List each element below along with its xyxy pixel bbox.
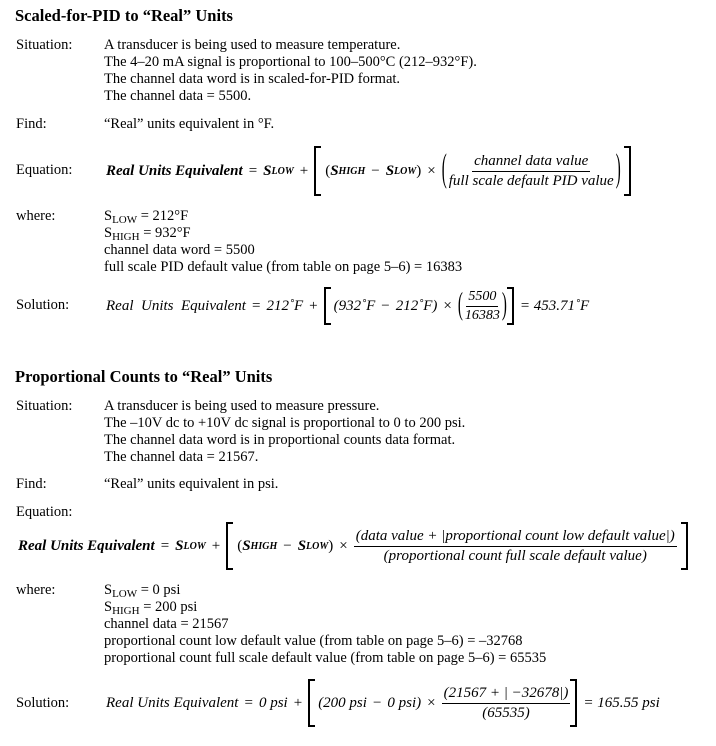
- situation-line: The channel data = 21567.: [104, 449, 259, 465]
- equation-label: Equation:: [16, 162, 73, 178]
- left-bracket: [308, 679, 315, 727]
- s-low-sub: LOW: [271, 165, 294, 177]
- s-low-var: S: [297, 537, 307, 554]
- where-item: [104, 208, 462, 225]
- where-item: channel data = 21567: [104, 616, 229, 632]
- find-text: “Real” units equivalent in °F.: [104, 116, 275, 132]
- where-label: where:: [16, 208, 56, 224]
- solution-shigh-term: (932˚F: [333, 297, 376, 314]
- left-paren: (: [457, 288, 463, 322]
- situation-label: Situation:: [16, 37, 73, 53]
- where-item: proportional count full scale default value (from table on page 5–6) = 65535: [104, 650, 547, 666]
- right-paren: ): [501, 288, 507, 322]
- solution-result: = 453.71˚F: [519, 297, 590, 314]
- solution-lhs: Real Units Equivalent: [106, 297, 246, 314]
- fraction-numerator: (data value + |proportional count low default value|): [354, 528, 677, 547]
- solution-formula: [106, 286, 589, 326]
- find-text: “Real” units equivalent in psi.: [104, 476, 279, 492]
- equals-sign: =: [251, 297, 261, 314]
- right-bracket: [681, 522, 688, 570]
- where-item: [104, 582, 546, 599]
- var-sub: LOW: [112, 588, 138, 600]
- var-value: = 212°F: [137, 208, 189, 224]
- var-s: S: [104, 599, 113, 615]
- plus-sign: +: [293, 694, 303, 711]
- s-low-sub: LOW: [183, 540, 206, 552]
- equation-formula: Real Units Equivalent = S LOW + ( S HIGH − S LOW ) × $\frac{\text{(data value + |proportional count low default value|)}}{\text{(proportional count full scale default value)}}$: [18, 522, 688, 570]
- s-high-sub: HIGH: [250, 540, 278, 552]
- times-sign: ×: [427, 694, 436, 711]
- fraction: [447, 153, 616, 190]
- right-paren: ): [615, 148, 621, 191]
- solution-fraction: [463, 289, 502, 324]
- situation-line: A transducer is being used to measure pressure.: [104, 398, 380, 414]
- s-low-var: S: [175, 537, 184, 554]
- s-high-var: S: [242, 537, 251, 554]
- where-item: full scale PID default value (from table on page 5–6) = 16383: [104, 259, 463, 275]
- left-bracket: [314, 146, 321, 196]
- var-value: = 200 psi: [139, 599, 198, 615]
- var-s: S: [104, 208, 113, 224]
- where-item: channel data word = 5500: [104, 242, 255, 258]
- left-paren: (: [441, 148, 447, 191]
- right-bracket: [570, 679, 577, 727]
- situation-line: A transducer is being used to measure temperature.: [104, 37, 401, 53]
- solution-slow-term: 212˚F): [395, 297, 438, 314]
- section-title-proportional-counts: Proportional Counts to “Real” Units: [15, 367, 273, 386]
- where-item: [104, 225, 462, 242]
- where-label: where:: [16, 582, 56, 598]
- fraction: [354, 528, 677, 565]
- s-high-sub: HIGH: [338, 165, 366, 177]
- solution-fraction: [442, 685, 571, 722]
- solution-result: = 165.55 psi: [583, 694, 660, 711]
- situation-line: The –10V dc to +10V dc signal is proportional to 0 to 200 psi.: [104, 415, 466, 431]
- var-sub: HIGH: [112, 231, 140, 243]
- solution-shigh-term: (200 psi: [318, 694, 367, 711]
- solution-slow-term: 0 psi): [387, 694, 422, 711]
- find-label: Find:: [16, 116, 47, 132]
- var-s: S: [104, 225, 113, 241]
- var-sub: HIGH: [112, 605, 140, 617]
- where-list: [104, 582, 546, 667]
- plus-sign: +: [309, 297, 318, 314]
- var-s: S: [104, 582, 113, 598]
- plus-sign: +: [299, 162, 309, 179]
- right-bracket: [507, 287, 514, 325]
- equation-formula: Real Units Equivalent = S LOW + ( S HIGH − S LOW ) × ( $\frac{\text{channel data value}}{\text{full scale default PID value}}$ ): [106, 146, 631, 196]
- solution-label: Solution:: [16, 297, 70, 313]
- s-low-sub: LOW: [394, 165, 417, 177]
- where-list: [104, 208, 462, 276]
- solution-slow: 212˚F: [266, 297, 304, 314]
- plus-sign: +: [211, 537, 221, 554]
- right-bracket: [624, 146, 631, 196]
- var-sub: LOW: [112, 214, 138, 226]
- situation-text: [104, 37, 477, 105]
- equals-sign: =: [244, 694, 253, 711]
- minus-sign: −: [372, 694, 382, 711]
- solution-label: Solution:: [16, 695, 70, 711]
- s-high-var: S: [330, 162, 339, 179]
- situation-line: The channel data word is in proportional counts data format.: [104, 432, 456, 448]
- solution-denominator: (65535): [482, 704, 530, 721]
- solution-slow: 0 psi: [258, 694, 288, 711]
- minus-sign: −: [371, 162, 380, 179]
- fraction-denominator: full scale default PID value: [448, 172, 614, 189]
- s-low-var: S: [263, 162, 272, 179]
- var-value: = 932°F: [139, 225, 191, 241]
- solution-numerator: (21567 + | −32678|): [442, 685, 571, 704]
- solution-numerator: 5500: [466, 289, 498, 307]
- where-item: proportional count low default value (from table on page 5–6) = –32768: [104, 633, 523, 649]
- solution-lhs: Real Units Equivalent: [106, 694, 239, 711]
- times-sign: ×: [443, 297, 452, 314]
- solution-denominator: 16383: [464, 307, 500, 323]
- find-label: Find:: [16, 476, 47, 492]
- times-sign: ×: [339, 537, 348, 554]
- section-title-scaled-for-pid: Scaled-for-PID to “Real” Units: [15, 6, 233, 25]
- left-bracket: [324, 287, 331, 325]
- minus-sign: −: [381, 297, 390, 314]
- var-value: = 0 psi: [137, 582, 181, 598]
- s-low-var: S: [385, 162, 395, 179]
- equation-lhs: Real Units Equivalent: [106, 162, 243, 179]
- fraction-numerator: channel data value: [472, 153, 590, 172]
- fraction-denominator: (proportional count full scale default value): [383, 547, 647, 564]
- situation-line: The channel data word is in scaled-for-PID format.: [104, 71, 401, 87]
- equals-sign: =: [160, 537, 170, 554]
- where-item: [104, 599, 546, 616]
- left-bracket: [226, 522, 233, 570]
- equation-label: Equation:: [16, 504, 73, 520]
- s-low-sub: LOW: [306, 540, 329, 552]
- situation-text: [104, 398, 465, 466]
- solution-formula: [106, 679, 660, 727]
- minus-sign: −: [283, 537, 292, 554]
- times-sign: ×: [427, 162, 436, 179]
- situation-line: The 4–20 mA signal is proportional to 100–500°C (212–932°F).: [104, 54, 477, 70]
- equals-sign: =: [248, 162, 258, 179]
- situation-line: The channel data = 5500.: [104, 88, 252, 104]
- equation-lhs: Real Units Equivalent: [18, 537, 155, 554]
- situation-label: Situation:: [16, 398, 73, 414]
